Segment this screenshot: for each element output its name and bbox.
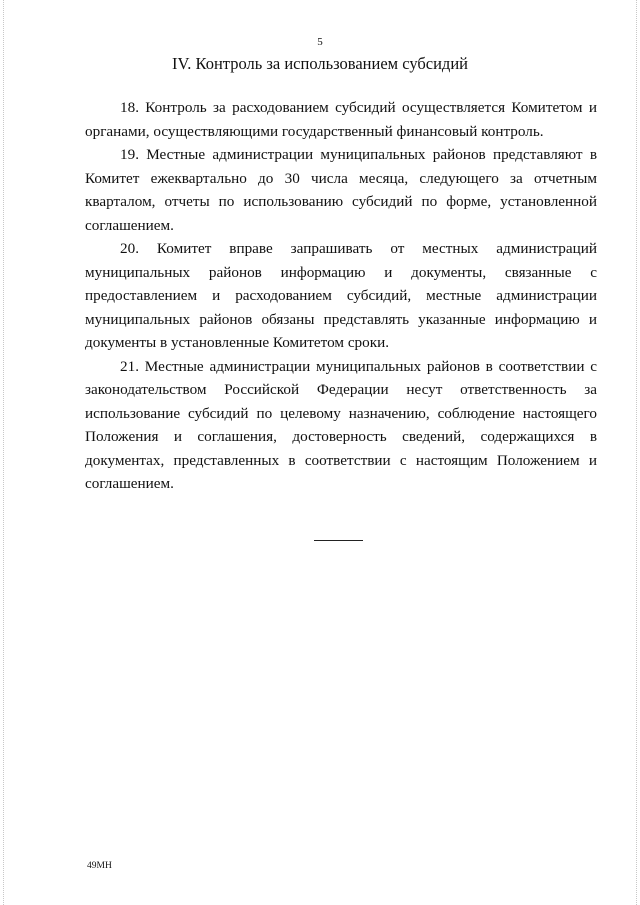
section-title: IV. Контроль за использованием субсидий <box>172 54 468 73</box>
scan-edge-left <box>3 0 4 905</box>
page-number: 5 <box>317 36 323 48</box>
paragraph-20: 20. Комитет вправе запрашивать от местных администраций муниципальных районов информацию и документы, связанные с предоставлением и расходованием субсидий, местные администрации муниципальных районов обязаны представлять указанные информацию и документы в установленные Комитетом сроки. <box>85 240 597 351</box>
paragraph-18: 18. Контроль за расходованием субсидий осуществляется Комитетом и органами, осуществляющими государственный финансовый контроль. <box>85 99 597 140</box>
footer-document-code: 49МН <box>87 861 112 871</box>
scan-edge-right <box>636 0 637 905</box>
paragraph-19: 19. Местные администрации муниципальных районов представляют в Комитет ежеквартально до 30 числа месяца, следующего за отчетным кварталом, отчеты по использованию субсидий по форме, установленной соглашением. <box>85 146 597 234</box>
paragraph-21: 21. Местные администрации муниципальных районов в соответствии с законодательством Российской Федерации несут ответственность за использование субсидий по целевому назначению, соблюдение настоящего Положения и соглашения, достоверность сведений, содержащихся в документах, представленных в соответствии с настоящим Положением и соглашением. <box>85 357 597 492</box>
document-body <box>85 96 597 496</box>
end-of-text-rule <box>314 540 363 541</box>
